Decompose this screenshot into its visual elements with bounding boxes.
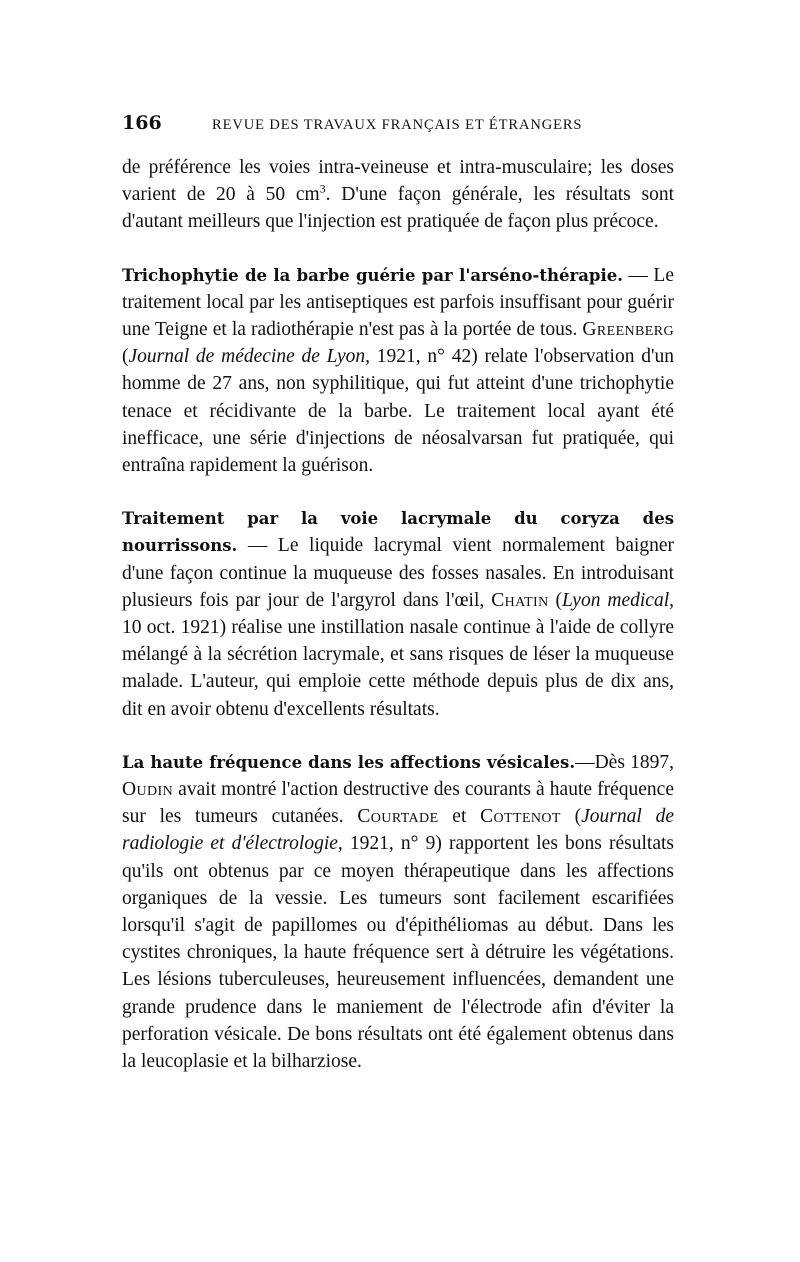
section-text: et xyxy=(438,806,481,828)
cited-journal: Journal de radiologie et d'électrologie, xyxy=(122,806,674,855)
cited-author: Greenberg xyxy=(582,319,674,341)
section-text: 10 oct. 1921) réalise une instillation nasale continue à l'aide de collyre mélangé à la sécrétion lacrymale, et sans risques de léser la muqueuse malade. L'auteur, qui emploie cette méthode depuis plus de dix ans, dit en avoir obtenu d'excellents résultats. xyxy=(122,617,674,720)
cited-author: Oudin xyxy=(122,779,174,801)
running-head xyxy=(122,112,674,142)
section-text: avait montré l'action destructive des courants à haute fréquence sur les tumeurs cutanées. xyxy=(122,779,674,828)
page-number: 166 xyxy=(122,112,162,134)
section-text: —Dès 1897, xyxy=(575,751,674,773)
document-page xyxy=(122,112,674,1075)
section-text: ( xyxy=(560,806,582,828)
cited-author: Courtade xyxy=(357,806,439,828)
intro-text-a: de préférence les voies intra-veineuse et intra-musculaire; les doses varient de 20 à 50 cm xyxy=(122,157,674,206)
cited-author: Chatin xyxy=(491,589,549,611)
section-trichophytie xyxy=(122,262,674,480)
cited-author: Cottenot xyxy=(480,806,561,828)
section-text: 1921, n° 42) relate l'observation d'un homme de 27 ans, non syphilitique, qui fut atteint d'une trichophytie tenace et récidivante de la barbe. Le traitement local ayant été inefficace, une série d'injections de néosalvarsan fut pratiquée, qui entraîna rapidement la guérison. xyxy=(122,346,674,477)
section-heading: Trichophytie de la barbe guérie par l'arséno-thérapie. xyxy=(122,265,623,285)
intro-paragraph xyxy=(122,154,674,236)
running-title: REVUE DES TRAVAUX FRANÇAIS ET ÉTRANGERS xyxy=(212,117,583,133)
section-heading: La haute fréquence dans les affections vésicales. xyxy=(122,752,576,772)
section-heading: Traitement par la voie lacrymale du coryza des nourrissons. xyxy=(122,509,674,556)
intro-superscript: 3 xyxy=(319,181,326,196)
cited-journal: Lyon medical, xyxy=(562,589,675,611)
section-coryza xyxy=(122,505,674,723)
cited-journal: Journal de médecine de Lyon, xyxy=(128,346,370,368)
section-text: ( xyxy=(548,589,563,611)
section-text: — Le liquide lacrymal vient normalement baigner d'une façon continue la muqueuse des fosses nasales. En introduisant plusieurs fois par jour de l'argyrol dans l'œil, xyxy=(122,535,674,611)
section-text: ( xyxy=(122,346,129,368)
section-haute-frequence xyxy=(122,749,674,1075)
section-text: — Le traitement local par les antiseptiques est parfois insuffisant pour guérir une Teigne et la radiothérapie n'est pas à la portée de tous. xyxy=(122,264,674,341)
intro-text-b: . D'une façon générale, les résultats sont d'autant meilleurs que l'injection est pratiquée de façon plus précoce. xyxy=(122,184,674,233)
section-text: 1921, n° 9) rapportent les bons résultats qu'ils ont obtenus par ce moyen thérapeutique dans les affections organiques de la vessie. Les tumeurs sont facilement escarifiées lorsqu'il s'agit de papillomes ou d'épithéliomas au début. Dans les cystites chroniques, la haute fréquence sert à détruire les végétations. Les lésions tuberculeuses, heureusement influencées, demandent une grande prudence dans le maniement de l'électrode afin d'éviter la perforation vésicale. De bons résultats ont été également obtenus dans la leucoplasie et la bilharziose. xyxy=(122,833,674,1073)
